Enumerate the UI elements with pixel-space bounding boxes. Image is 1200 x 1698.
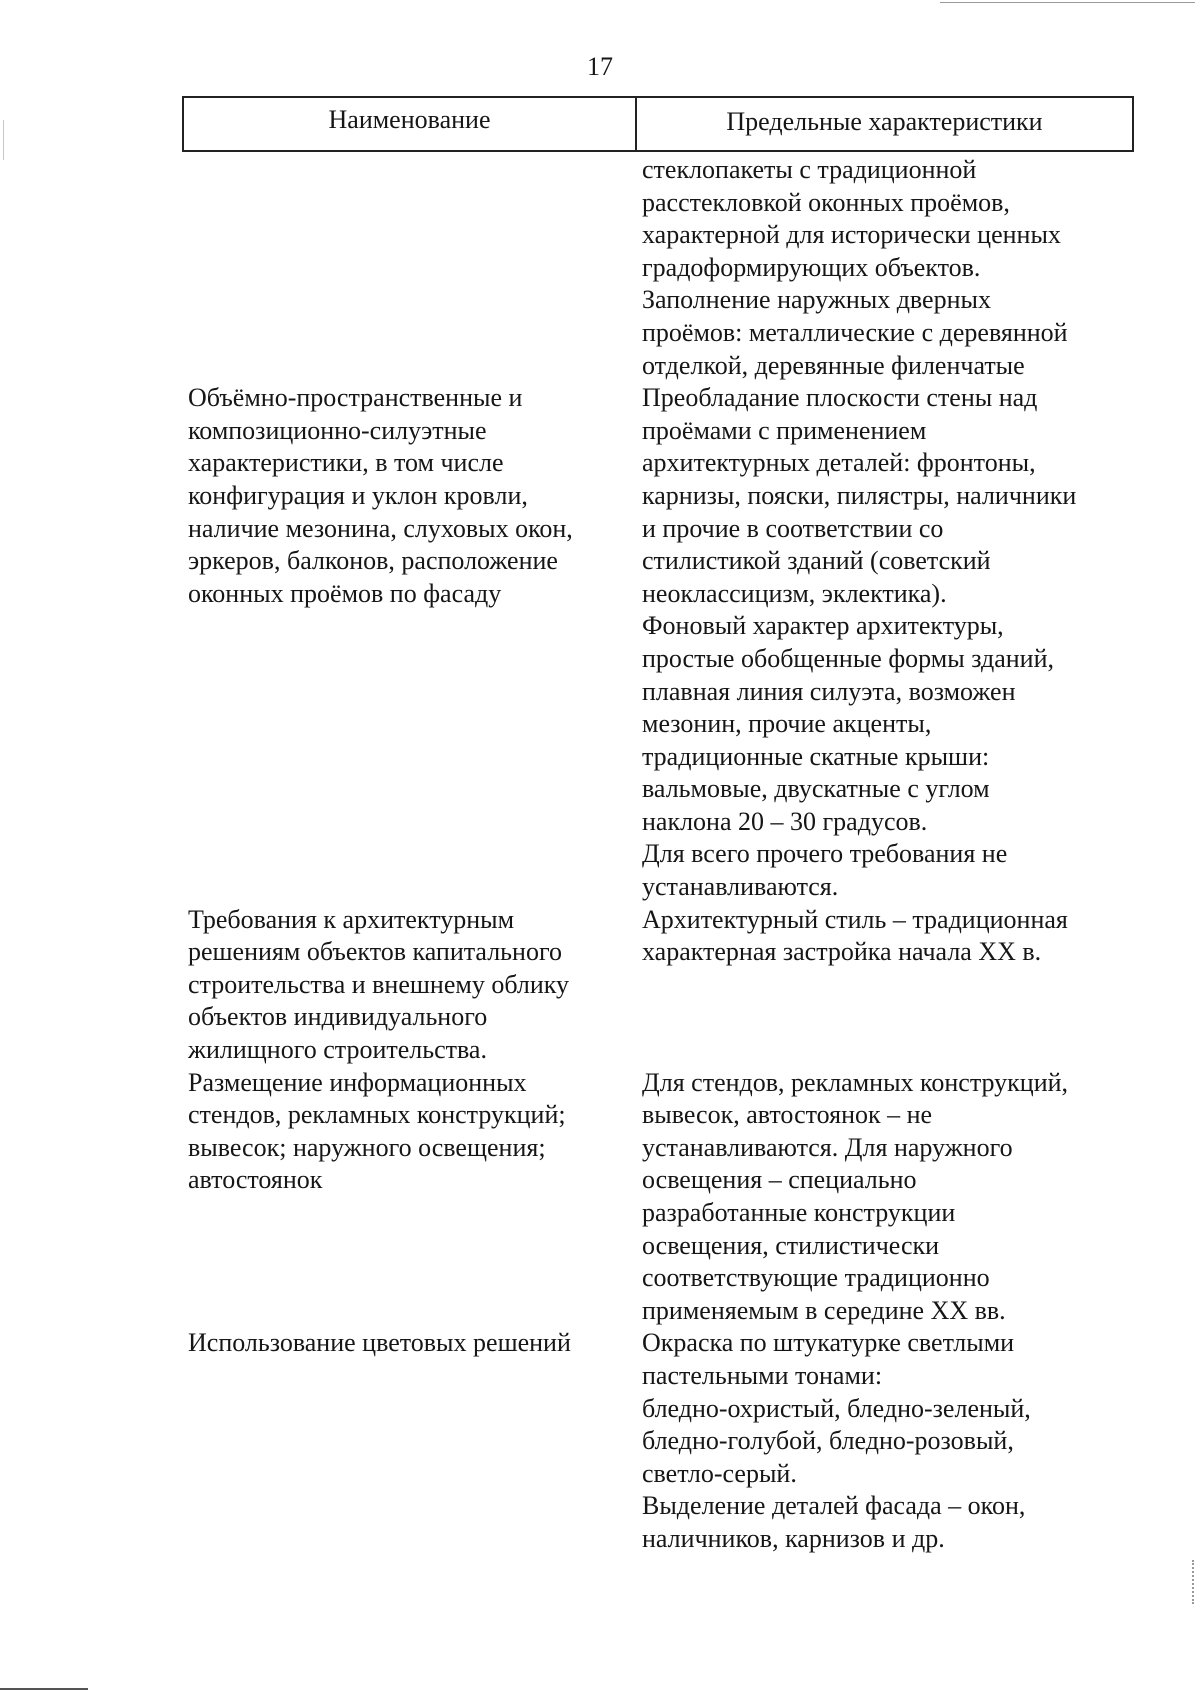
- text-line: и прочие в соответствии со: [642, 513, 944, 543]
- cell-name: [180, 1067, 630, 1328]
- text-line: Окраска по штукатурке светлыми: [642, 1328, 1015, 1358]
- text-line: композиционно-силуэтные: [188, 415, 487, 445]
- text-line: отделкой, деревянные филенчатые: [642, 350, 1025, 380]
- text-line: бледно-охристый, бледно-зеленый,: [642, 1393, 1031, 1423]
- text-line: Размещение информационных: [188, 1067, 527, 1097]
- text-line: проёмами с применением: [642, 415, 927, 445]
- text-line: Объёмно-пространственные и: [188, 383, 523, 413]
- table-body: [180, 154, 1140, 1556]
- text-line: характеристики, в том числе: [188, 448, 504, 478]
- text-line: вывесок, автостоянок – не: [642, 1100, 933, 1130]
- text-line: стилистикой зданий (советский: [642, 546, 991, 576]
- cell-characteristics: [630, 1327, 1140, 1555]
- cell-characteristics: [630, 904, 1140, 1067]
- text-line: неоклассицизм, эклектика).: [642, 578, 947, 608]
- text-line: объектов индивидуального: [188, 1002, 488, 1032]
- table-header: [182, 96, 1134, 152]
- text-line: вывесок; наружного освещения;: [188, 1132, 546, 1162]
- text-line: карнизы, пояски, пилястры, наличники: [642, 480, 1077, 510]
- cell-characteristics: [630, 154, 1140, 382]
- text-line: Архитектурный стиль – традиционная: [642, 904, 1068, 934]
- text-line: бледно-голубой, бледно-розовый,: [642, 1426, 1014, 1456]
- page-number: 17: [587, 52, 613, 81]
- table-row: [180, 1067, 1140, 1328]
- text-line: конфигурация и уклон кровли,: [188, 480, 528, 510]
- text-line: оконных проёмов по фасаду: [188, 578, 502, 608]
- cell-name: [180, 382, 630, 904]
- text-line: наклона 20 – 30 градусов.: [642, 806, 928, 836]
- text-line: жилищного строительства.: [188, 1035, 487, 1065]
- text-line: характерная застройка начала XX в.: [642, 937, 1042, 967]
- text-line: Заполнение наружных дверных: [642, 285, 991, 315]
- table-row: [180, 382, 1140, 904]
- text-line: расстекловкой оконных проёмов,: [642, 187, 1010, 217]
- text-line: применяемым в середине XX вв.: [642, 1295, 1006, 1325]
- scan-dots: [1192, 1560, 1196, 1604]
- cell-name: [180, 154, 630, 382]
- text-line: Для стендов, рекламных конструкций,: [642, 1067, 1069, 1097]
- text-line: освещения – специально: [642, 1165, 917, 1195]
- text-line: устанавливаются. Для наружного: [642, 1132, 1013, 1162]
- column-header-characteristics: Предельные характеристики: [726, 107, 1043, 136]
- text-line: Фоновый характер архитектуры,: [642, 611, 1004, 641]
- table-row: [180, 154, 1140, 382]
- text-line: градоформирующих объектов.: [642, 252, 981, 282]
- text-line: вальмовые, двускатные с углом: [642, 774, 990, 804]
- text-line: архитектурных деталей: фронтоны,: [642, 448, 1036, 478]
- text-line: плавная линия силуэта, возможен: [642, 676, 1016, 706]
- text-line: Выделение деталей фасада – окон,: [642, 1491, 1026, 1521]
- text-line: наличие мезонина, слуховых окон,: [188, 513, 573, 543]
- text-line: эркеров, балконов, расположение: [188, 546, 558, 576]
- table-row: [180, 1327, 1140, 1555]
- column-header-name: Наименование: [184, 98, 637, 150]
- text-line: стеклопакеты с традиционной: [642, 155, 977, 184]
- text-line: решениям объектов капитального: [188, 937, 562, 967]
- text-line: стендов, рекламных конструкций;: [188, 1100, 566, 1130]
- table-row: [180, 904, 1140, 1067]
- text-line: Использование цветовых решений: [188, 1328, 571, 1358]
- text-line: освещения, стилистически: [642, 1230, 940, 1260]
- text-line: светло-серый.: [642, 1458, 797, 1488]
- text-line: мезонин, прочие акценты,: [642, 709, 932, 739]
- cell-name: [180, 1327, 630, 1555]
- cell-name: [180, 904, 630, 1067]
- text-line: пастельными тонами:: [642, 1360, 883, 1390]
- scan-edge-mark: [3, 120, 4, 160]
- text-line: характерной для исторически ценных: [642, 220, 1061, 250]
- cell-characteristics: [630, 382, 1140, 904]
- text-line: Преобладание плоскости стены над: [642, 383, 1038, 413]
- scan-edge-line: [940, 2, 1195, 3]
- text-line: проёмов: металлические с деревянной: [642, 317, 1068, 347]
- text-line: Требования к архитектурным: [188, 904, 515, 934]
- cell-characteristics: [630, 1067, 1140, 1328]
- text-line: простые обобщенные формы зданий,: [642, 643, 1055, 673]
- text-line: Для всего прочего требования не: [642, 839, 1008, 869]
- text-line: соответствующие традиционно: [642, 1263, 990, 1293]
- text-line: строительства и внешнему облику: [188, 969, 570, 999]
- text-line: традиционные скатные крыши:: [642, 741, 990, 771]
- text-line: разработанные конструкции: [642, 1198, 956, 1227]
- text-line: автостоянок: [188, 1165, 323, 1195]
- text-line: наличников, карнизов и др.: [642, 1523, 945, 1553]
- text-line: устанавливаются.: [642, 872, 839, 902]
- scan-edge-line: [0, 1688, 88, 1690]
